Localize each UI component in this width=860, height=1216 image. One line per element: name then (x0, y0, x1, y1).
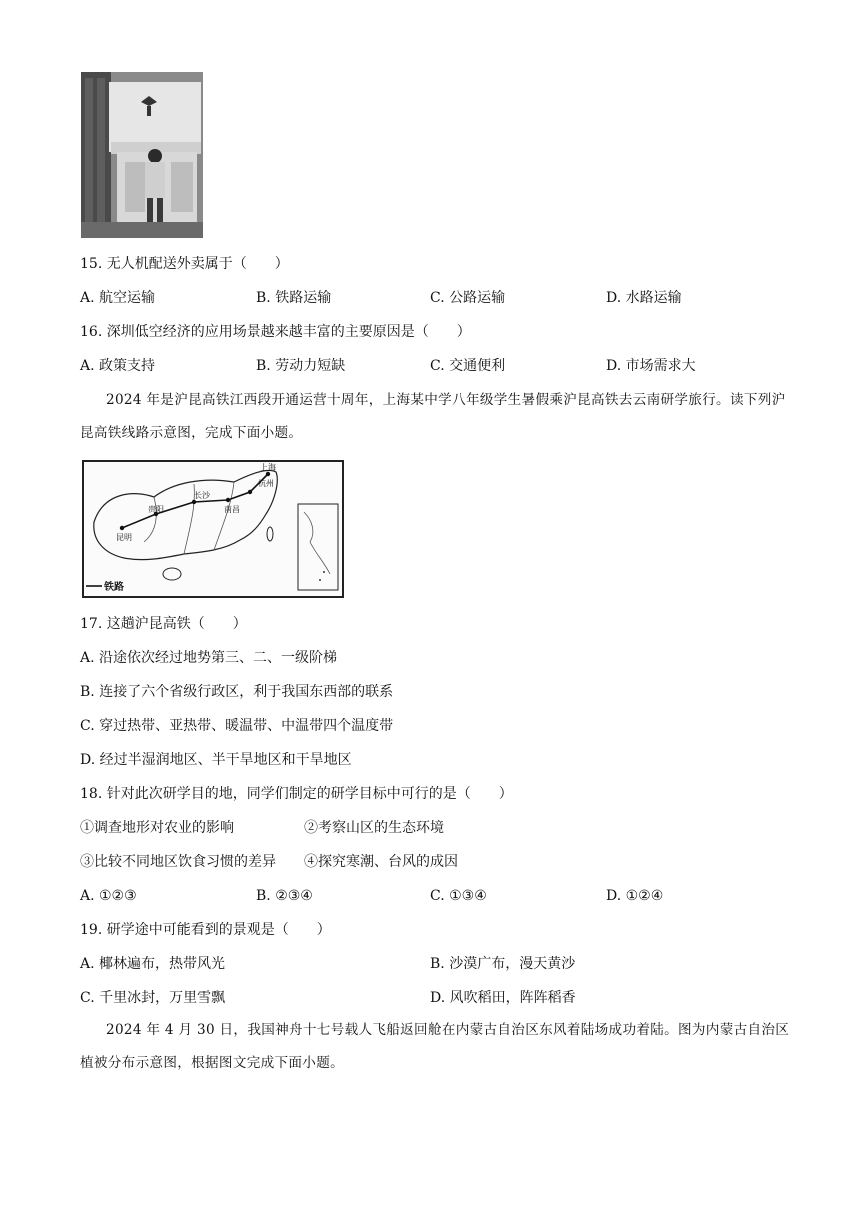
q19-option-b[interactable]: B. 沙漠广布，漫天黄沙 (430, 956, 576, 972)
q16-option-d[interactable]: D. 市场需求大 (606, 358, 696, 374)
q17-option-c[interactable]: C. 穿过热带、亚热带、暖温带、中温带四个温度带 (80, 718, 394, 734)
q17-stem: 17. 这趟沪昆高铁（ ） (80, 616, 247, 632)
q15-option-d[interactable]: D. 水路运输 (606, 290, 682, 306)
q19-option-d[interactable]: D. 风吹稻田，阵阵稻香 (430, 990, 576, 1006)
q16-option-b[interactable]: B. 劳动力短缺 (256, 358, 346, 374)
map-label-guiyang: 贵阳 (148, 505, 164, 514)
q16-option-a[interactable]: A. 政策支持 (80, 358, 156, 374)
q19-stem: 19. 研学途中可能看到的景观是（ ） (80, 922, 331, 938)
passage-shenzhou17: 2024 年 4 月 30 日，我国神舟十七号载人飞船返回舱在内蒙古自治区东风着陆场成功着陆。图为内蒙古自治区植被分布示意图，根据图文完成下面小题。 (80, 1022, 790, 1071)
map-label-kunming: 昆明 (116, 533, 132, 542)
q18-item-3: ③比较不同地区饮食习惯的差异 (80, 854, 276, 870)
q19-option-a[interactable]: A. 椰林遍布，热带风光 (80, 956, 226, 972)
map-label-shanghai: 上海 (260, 463, 276, 472)
q15-option-a[interactable]: A. 航空运输 (80, 290, 156, 306)
q19-option-c[interactable]: C. 千里冰封，万里雪飘 (80, 990, 226, 1006)
q15-option-c[interactable]: C. 公路运输 (430, 290, 506, 306)
q18-item-2: ②考察山区的生态环境 (304, 820, 444, 836)
q18-item-4: ④探究寒潮、台风的成因 (304, 854, 458, 870)
drone-delivery-photo (81, 72, 203, 238)
q17-option-a[interactable]: A. 沿途依次经过地势第三、二、一级阶梯 (80, 650, 338, 666)
hukun-railway-map (82, 460, 344, 598)
q18-option-d[interactable]: D. ①②④ (606, 888, 664, 904)
map-label-hangzhou: 杭州 (258, 479, 274, 488)
q18-option-a[interactable]: A. ①②③ (80, 888, 137, 904)
map-legend-railway: 铁路 (104, 582, 124, 593)
q17-option-b[interactable]: B. 连接了六个省级行政区，利于我国东西部的联系 (80, 684, 394, 700)
q16-option-c[interactable]: C. 交通便利 (430, 358, 506, 374)
q18-option-c[interactable]: C. ①③④ (430, 888, 487, 904)
q17-option-d[interactable]: D. 经过半湿润地区、半干旱地区和干旱地区 (80, 752, 352, 768)
q16-stem: 16. 深圳低空经济的应用场景越来越丰富的主要原因是（ ） (80, 324, 471, 340)
map-label-nanchang: 南昌 (224, 505, 240, 514)
passage-hukun-railway: 2024 年是沪昆高铁江西段开通运营十周年，上海某中学八年级学生暑假乘沪昆高铁去云南研学旅行。读下列沪昆高铁线路示意图，完成下面小题。 (80, 392, 786, 441)
q18-item-1: ①调查地形对农业的影响 (80, 820, 234, 836)
q15-stem: 15. 无人机配送外卖属于（ ） (80, 256, 289, 272)
q18-stem: 18. 针对此次研学目的地，同学们制定的研学目标中可行的是（ ） (80, 786, 513, 802)
map-label-changsha: 长沙 (194, 491, 210, 500)
q15-option-b[interactable]: B. 铁路运输 (256, 290, 332, 306)
q18-option-b[interactable]: B. ②③④ (256, 888, 313, 904)
